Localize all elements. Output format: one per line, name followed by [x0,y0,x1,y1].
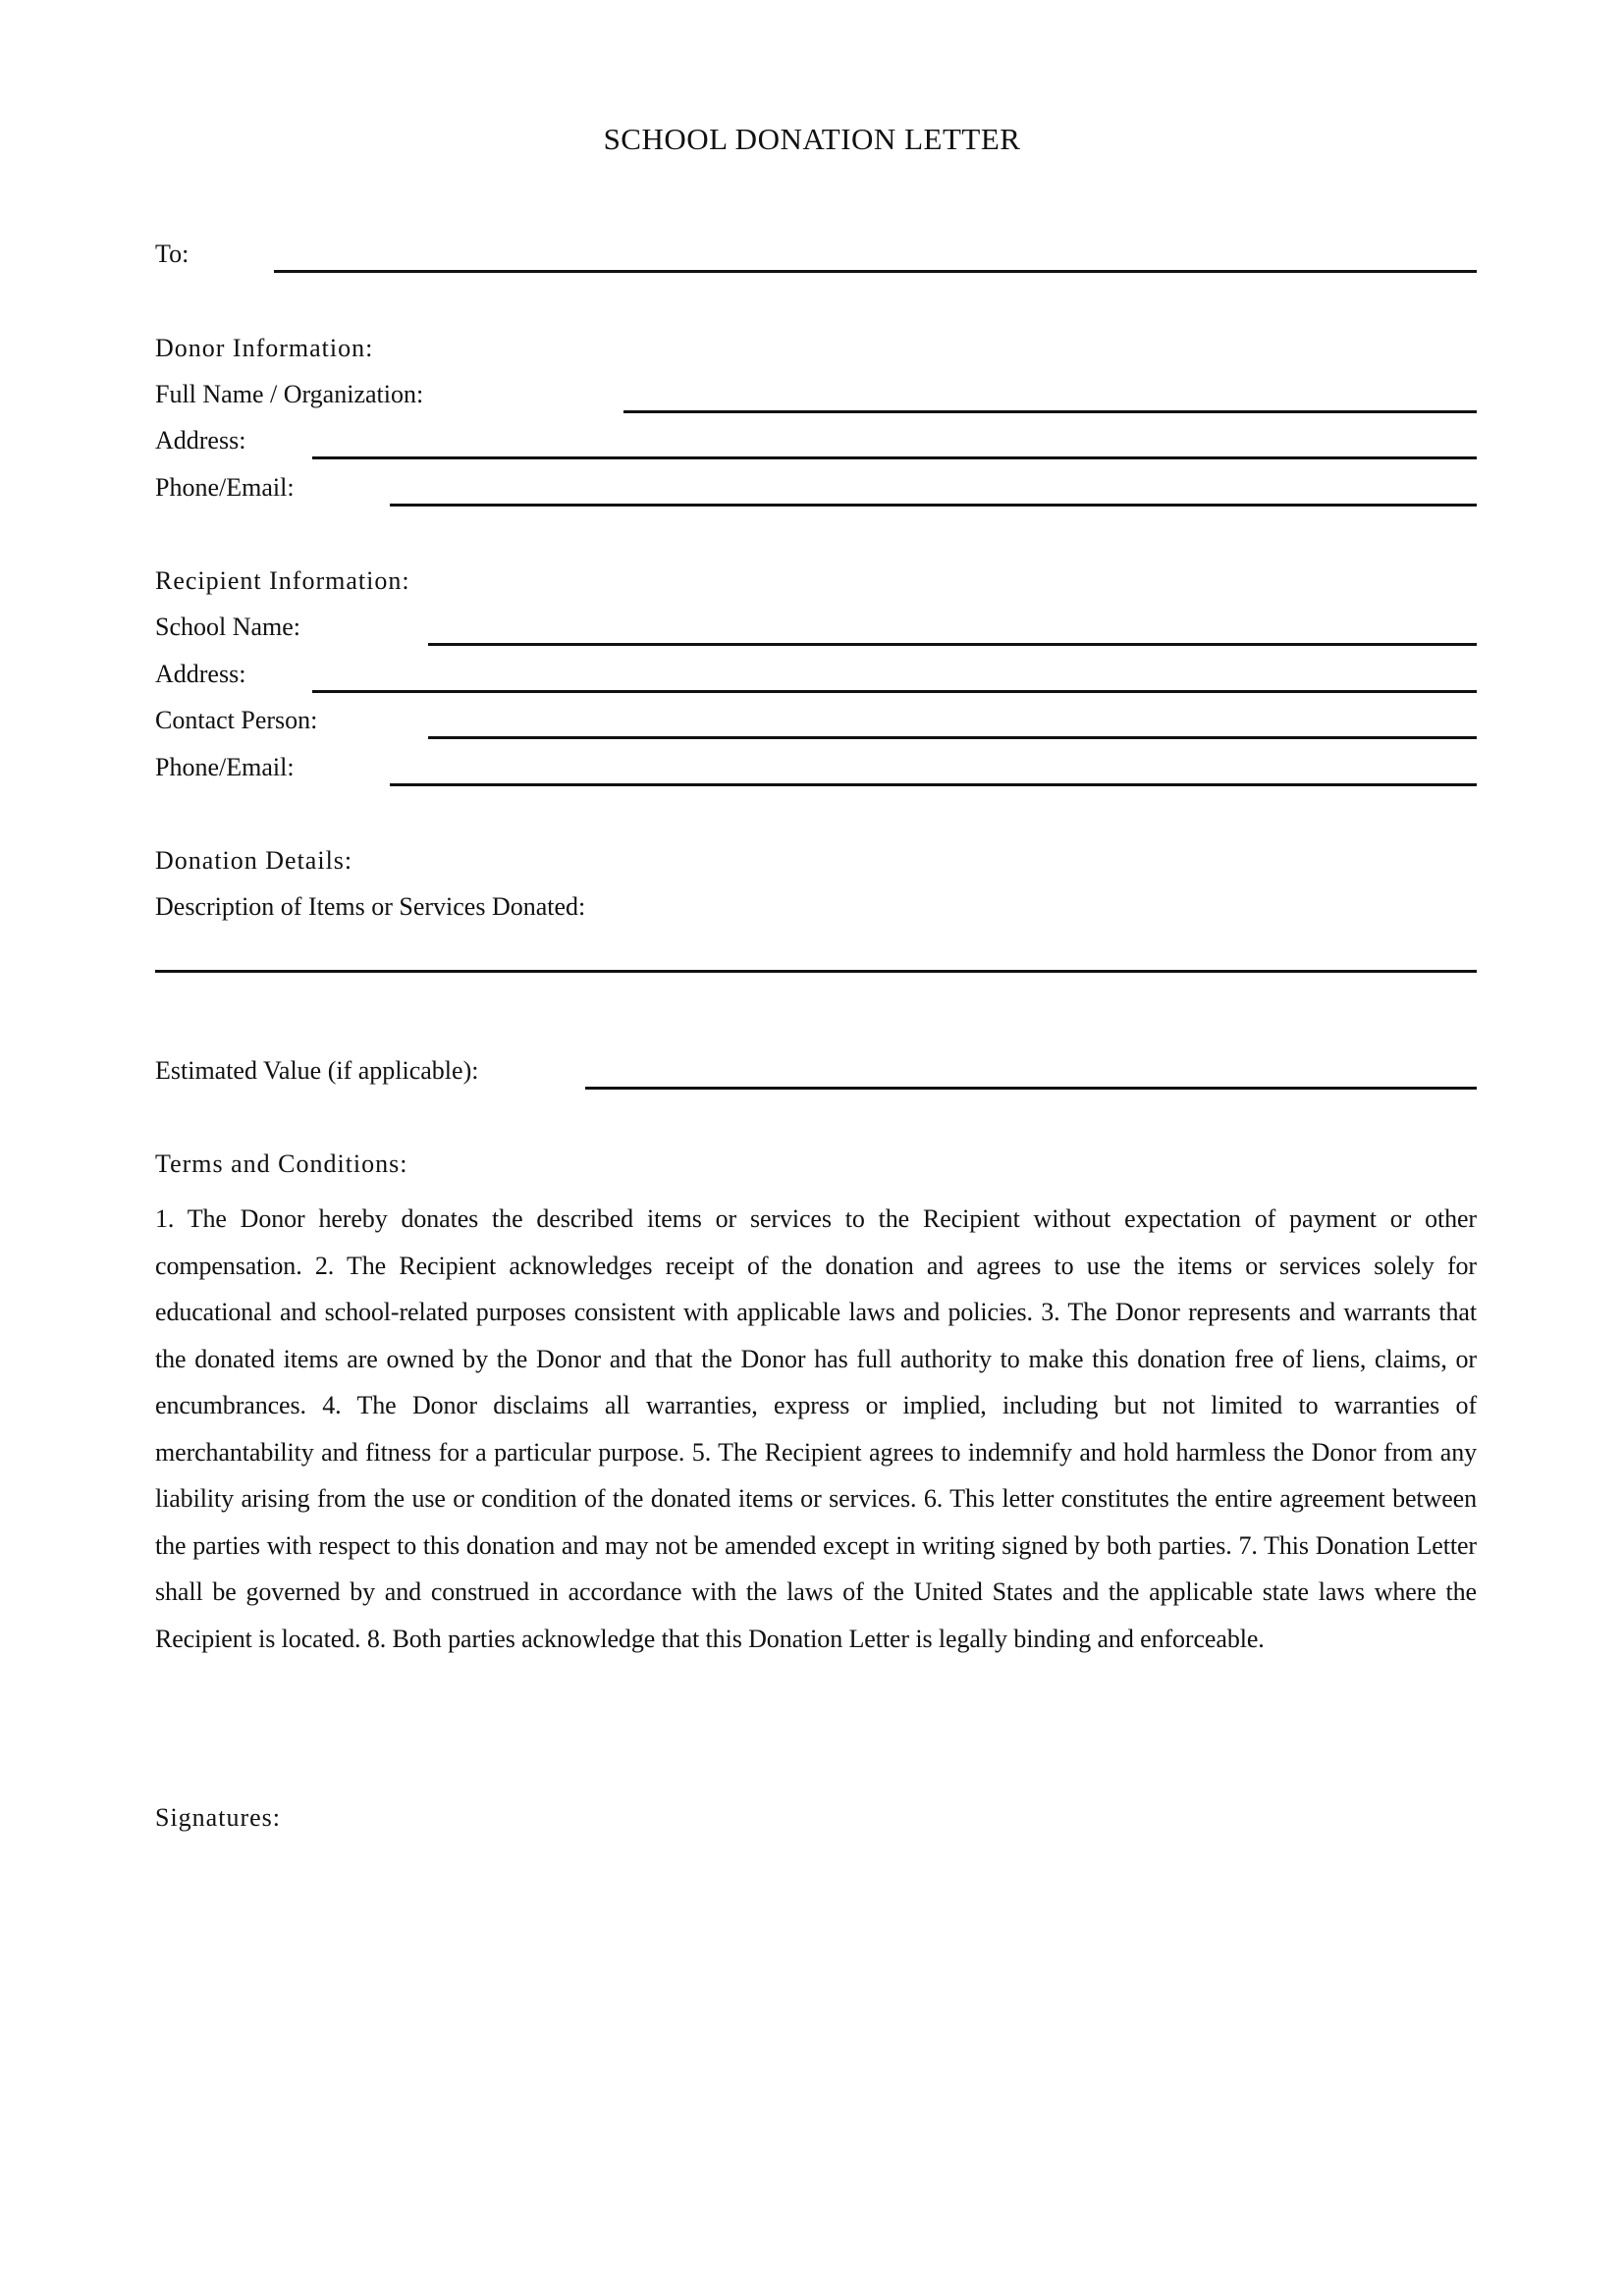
signatures-heading: Signatures: [155,1803,281,1832]
donation-details-heading: Donation Details: [155,846,353,875]
to-label: To: [155,240,189,268]
donor-contact-row [155,471,1477,505]
recipient-address-row [155,658,1477,691]
terms-heading: Terms and Conditions: [155,1149,408,1178]
estimated-value-row [155,1054,1477,1088]
recipient-school-row [155,611,1477,644]
donor-address-label: Address: [155,426,246,454]
to-row [155,238,1477,271]
donation-description-label: Description of Items or Services Donated: [155,892,586,921]
donor-name-row [155,378,1477,411]
donor-address-field[interactable] [312,456,1477,459]
terms-body: 1. The Donor hereby donates the described items or services to the Recipient without expectation of payment or other compensation. 2. The Recipient acknowledges receipt of the donation and agrees to use the items or services solely for educational and school-related purposes consistent with applicable laws and policies. 3. The Donor represents and warrants that the donated items are owned by the Donor and that the Donor has full authority to make this donation free of liens, claims, or encumbrances. 4. The Donor disclaims all warranties, express or implied, including but not limited to warranties of merchantability and fitness for a particular purpose. 5. The Recipient agrees to indemnify and hold harmless the Donor from any liability arising from the use or condition of the donated items or services. 6. This letter constitutes the entire agreement between the parties with respect to this donation and may not be amended except in writing signed by both parties. 7. This Donation Letter shall be governed by and construed in accordance with the laws of the United States and the applicable state laws where the Recipient is located. 8. Both parties acknowledge that this Donation Letter is legally binding and enforceable. [155,1204,1477,1653]
recipient-contact-person-label: Contact Person: [155,706,318,734]
donation-description-field[interactable] [155,970,1477,973]
donor-contact-label: Phone/Email: [155,473,295,502]
recipient-contact-label: Phone/Email: [155,753,295,781]
donor-information-heading: Donor Information: [155,334,374,362]
donor-contact-field[interactable] [390,504,1477,507]
donor-name-label: Full Name / Organization: [155,380,424,408]
donor-address-row [155,424,1477,457]
estimated-value-label: Estimated Value (if applicable): [155,1056,479,1085]
recipient-information-heading: Recipient Information: [155,566,410,595]
recipient-contact-row [155,751,1477,784]
to-field[interactable] [274,270,1477,273]
recipient-address-label: Address: [155,660,246,688]
recipient-contact-field[interactable] [390,783,1477,786]
recipient-contact-person-field[interactable] [428,736,1477,739]
donor-name-field[interactable] [623,410,1477,413]
estimated-value-field[interactable] [585,1087,1477,1090]
recipient-address-field[interactable] [312,690,1477,693]
document-title: SCHOOL DONATION LETTER [603,122,1021,156]
recipient-contact-person-row [155,704,1477,737]
recipient-school-label: School Name: [155,613,301,641]
recipient-school-field[interactable] [428,643,1477,646]
